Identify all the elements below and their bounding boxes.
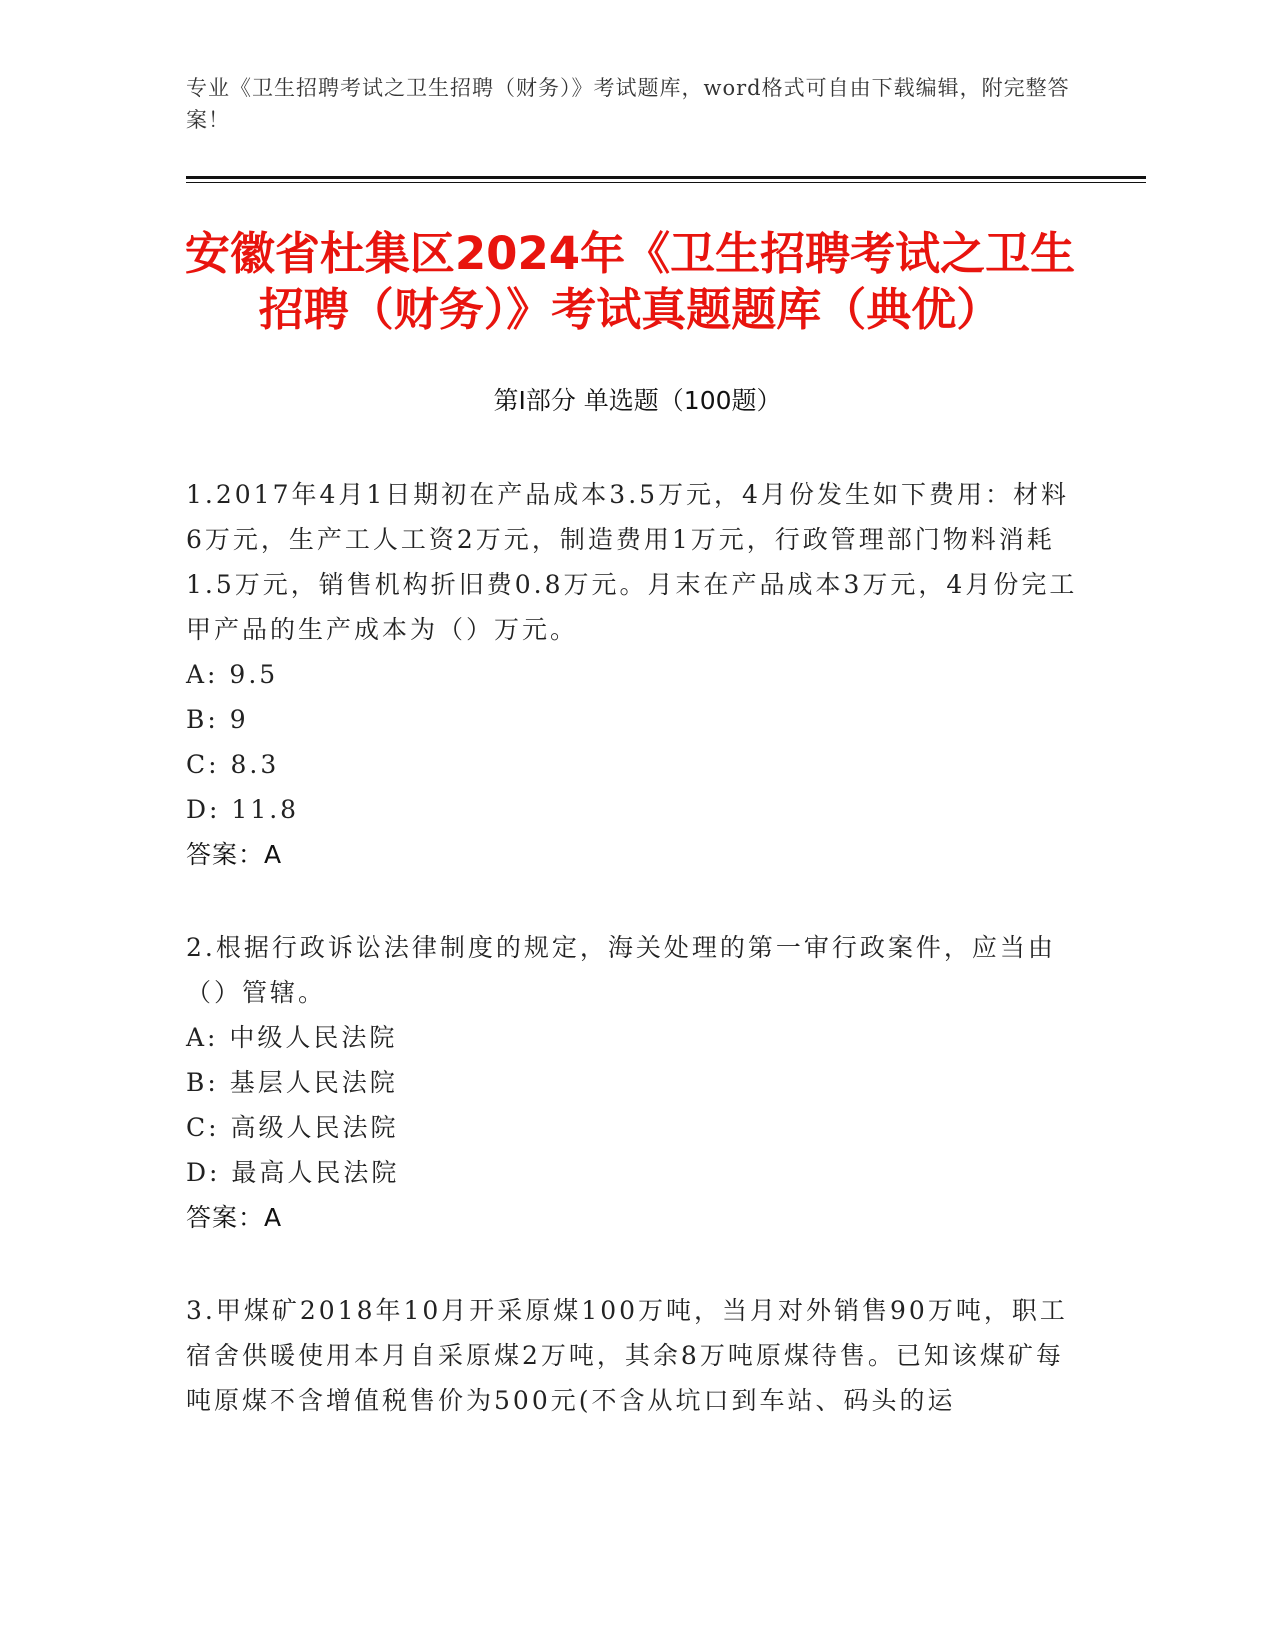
option-a: A: 中级人民法院	[186, 1023, 398, 1052]
option-c: C: 高级人民法院	[186, 1113, 399, 1142]
question-stem: 2.根据行政诉讼法律制度的规定，海关处理的第一审行政案件，应当由（）管辖。	[186, 933, 1056, 1007]
question-stem: 3.甲煤矿2018年10月开采原煤100万吨，当月对外销售90万吨，职工宿舍供暖使用本月自采原煤2万吨，其余8万吨原煤待售。已知该煤矿每吨原煤不含增值税售价为500元(不含从坑口到车站、码头的运	[186, 1296, 1068, 1415]
option-c: C: 8.3	[186, 750, 280, 779]
header-rule-thick	[186, 176, 1146, 179]
option-b: B: 9	[186, 705, 249, 734]
document-title: 安徽省杜集区2024年《卫生招聘考试之卫生招聘（财务）》考试真题题库（典优）	[184, 227, 1076, 336]
question-block	[186, 1288, 1086, 1423]
header-rule-thin	[186, 182, 1146, 183]
option-a: A: 9.5	[186, 660, 279, 689]
option-d: D: 最高人民法院	[186, 1158, 400, 1187]
answer-line: 答案：A	[186, 840, 283, 869]
question-stem: 1.2017年4月1日期初在产品成本3.5万元，4月份发生如下费用：材料6万元，生产工人工资2万元，制造费用1万元，行政管理部门物料消耗1.5万元，销售机构折旧费0.8万元。月末在产品成本3万元，4月份完工甲产品的生产成本为（）万元。	[186, 480, 1078, 644]
answer-line: 答案：A	[186, 1203, 283, 1232]
question-block	[186, 472, 1086, 877]
question-block	[186, 925, 1086, 1240]
section-heading: 第I部分 单选题（100题）	[493, 386, 782, 415]
option-d: D: 11.8	[186, 795, 300, 824]
option-b: B: 基层人民法院	[186, 1068, 398, 1097]
header-note: 专业《卫生招聘考试之卫生招聘（财务）》考试题库，word格式可自由下载编辑，附完整答案！	[186, 76, 1070, 132]
